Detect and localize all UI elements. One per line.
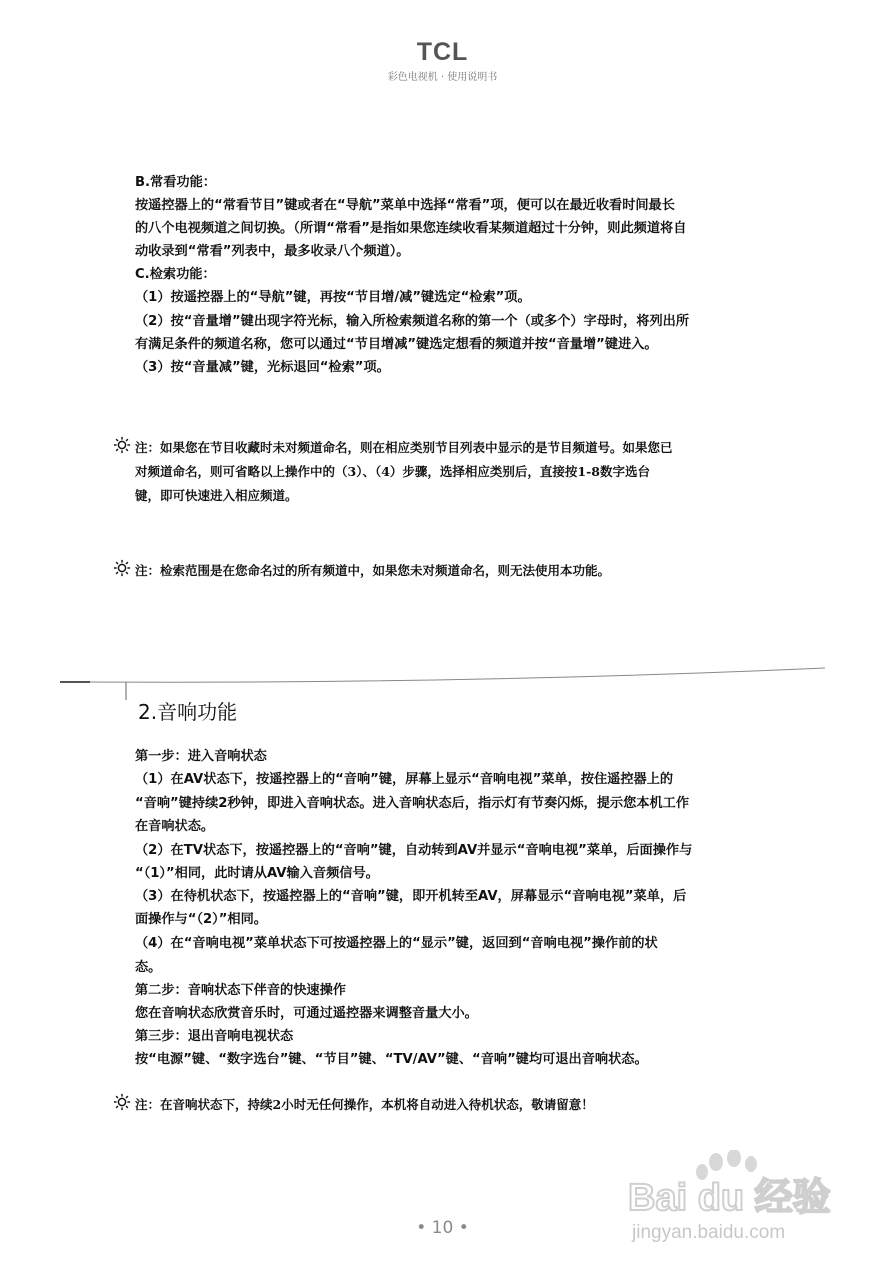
step-title: 第二步：音响状态下伴音的快速操作 [135,983,346,998]
baidu-watermark [618,1150,833,1250]
brand-logo: TCL [416,38,469,66]
step-line: “音响”键持续2秒钟，即进入音响状态。进入音响状态后，指示灯有节奏闪烁，提示您本机工作 [135,796,690,811]
step-line: 在音响状态。 [135,819,215,834]
step-title: 第三步：退出音响电视状态 [135,1029,294,1044]
watermark-logo-text: Bai du 经验 [628,1177,831,1219]
lightbulb-icon [113,436,131,454]
step-title: 第一步：进入音响状态 [135,749,267,764]
search-line: （1）按遥控器上的“导航”键，再按“节目增/减”键选定“检索”项。 [135,290,531,305]
favorites-line: 动收录到“常看”列表中，最多收录八个频道）。 [135,244,410,259]
note-line: 对频道命名，则可省略以上操作中的（3）、（4）步骤，选择相应类别后，直接按1-8数字选台 [135,464,650,479]
lightbulb-icon [113,559,131,577]
favorites-line: 按遥控器上的“常看节目”键或者在“导航”菜单中选择“常看”项，便可以在最近收看时间最长 [135,198,675,213]
search-title: C.检索功能： [135,267,216,282]
note-line: 注：如果您在节目收藏时未对频道命名，则在相应类别节目列表中显示的是节目频道号。如果您已 [135,440,673,455]
step-line: 您在音响状态欣赏音乐时，可通过遥控器来调整音量大小。 [135,1006,478,1021]
watermark-url: jingyan.baidu.com [632,1222,786,1243]
page-number: • 10 • [416,1218,469,1238]
step-line: 面操作与“（2）”相同。 [135,912,267,927]
search-line: （2）按“音量增”键出现字符光标，输入所检索频道名称的第一个（或多个）字母时，将列出所 [135,314,690,329]
manual-subtitle: 彩色电视机 · 使用说明书 [387,72,498,83]
step-line: （3）在待机状态下，按遥控器上的“音响”键，即开机转至AV，屏幕显示“音响电视”菜单，后 [135,889,687,904]
favorites-line: 的八个电视频道之间切换。（所谓“常看”是指如果您连续收看某频道超过十分钟，则此频道将自 [135,221,687,236]
step-line: （2）在TV状态下，按遥控器上的“音响”键，自动转到AV并显示“音响电视”菜单，后面操作与 [135,843,693,858]
search-line: （3）按“音量减”键，光标退回“检索”项。 [135,360,390,375]
section-heading: 2.音响功能 [138,700,238,724]
step-line: （1）在AV状态下，按遥控器上的“音响”键，屏幕上显示“音响电视”菜单，按住遥控器上的 [135,772,674,787]
lightbulb-icon [113,1093,131,1111]
note-line: 注：在音响状态下，持续2小时无任何操作，本机将自动进入待机状态，敬请留意！ [135,1097,594,1112]
step-line: 态。 [135,960,162,975]
step-line: 按“电源”键、“数字选台”键、“节目”键、“TV/AV”键、“音响”键均可退出音响状态。 [135,1052,648,1067]
step-line: “（1）”相同，此时请从AV输入音频信号。 [135,866,379,881]
note-line: 注：检索范围是在您命名过的所有频道中，如果您未对频道命名，则无法使用本功能。 [135,563,611,578]
favorites-title: B.常看功能： [135,175,216,190]
section-divider [60,660,840,700]
note-line: 键，即可快速进入相应频道。 [135,488,298,503]
search-line: 有满足条件的频道名称，您可以通过“节目增减”键选定想看的频道并按“音量增”键进入。 [135,337,658,352]
step-line: （4）在“音响电视”菜单状态下可按遥控器上的“显示”键，返回到“音响电视”操作前的状 [135,936,658,951]
